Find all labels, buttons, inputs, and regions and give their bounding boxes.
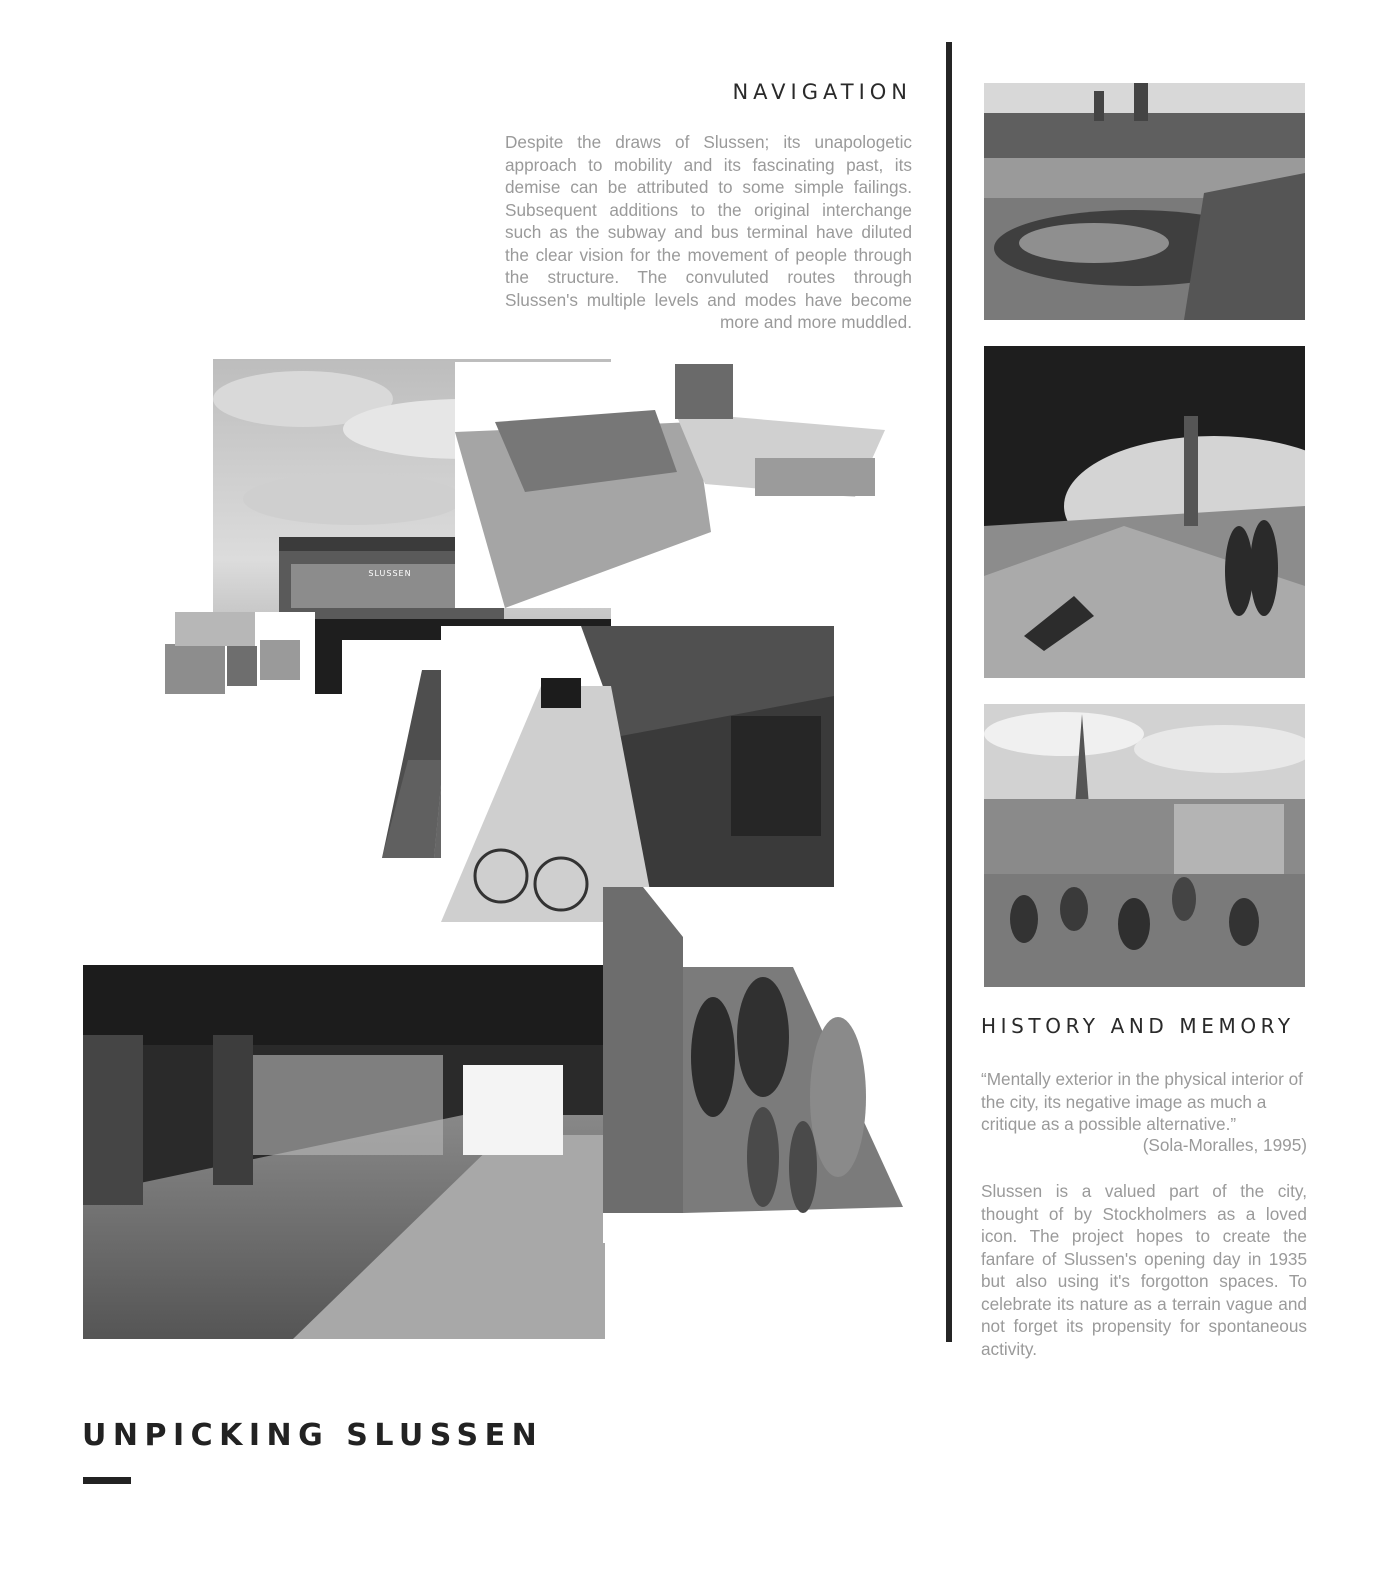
history-ramp-shadows-photo — [984, 346, 1305, 678]
vertical-divider — [946, 42, 952, 1342]
collage-bus-terminal-photo — [83, 965, 605, 1339]
navigation-body-text: Despite the draws of Slussen; its unapologetic approach to mobility and its fascinating past, its demise can be attributed to some simple failings. Subsequent additions to the original interchange such as the subway and bus terminal have diluted the clear vision for the movement of people through the structure. The convuluted routes through Slussen's multiple levels and modes have become more and more muddled. — [505, 132, 912, 332]
navigation-heading: NAVIGATION — [732, 80, 912, 104]
history-quote: “Mentally exterior in the physical interior of the city, its negative image as much a critique as a possible alternative.” — [981, 1069, 1303, 1134]
history-body-text: Slussen is a valued part of the city, thought of by Stockholmers as a loved icon. The project hopes to create the fanfare of Slussen's opening day in 1935 but also using it's forgotton spaces. To celebrate its nature as a terrain vague and not forget its propensity for spontaneous activity. — [981, 1181, 1307, 1359]
title-underline — [83, 1477, 131, 1484]
station-sign: SLUSSEN — [368, 569, 412, 578]
history-citation: (Sola-Moralles, 1995) — [1142, 1135, 1307, 1155]
page-title: UNPICKING SLUSSEN — [82, 1418, 544, 1453]
collage-ticket-gates-photo — [165, 612, 315, 694]
collage-aerial-plaza-photo — [455, 362, 890, 608]
history-people-sitting-photo — [984, 704, 1305, 987]
history-heading: HISTORY AND MEMORY — [981, 1014, 1295, 1038]
history-aerial-1935-photo — [984, 83, 1305, 320]
collage-metro-platform-photo — [441, 626, 834, 922]
collage-stairs-people-photo — [603, 887, 903, 1243]
